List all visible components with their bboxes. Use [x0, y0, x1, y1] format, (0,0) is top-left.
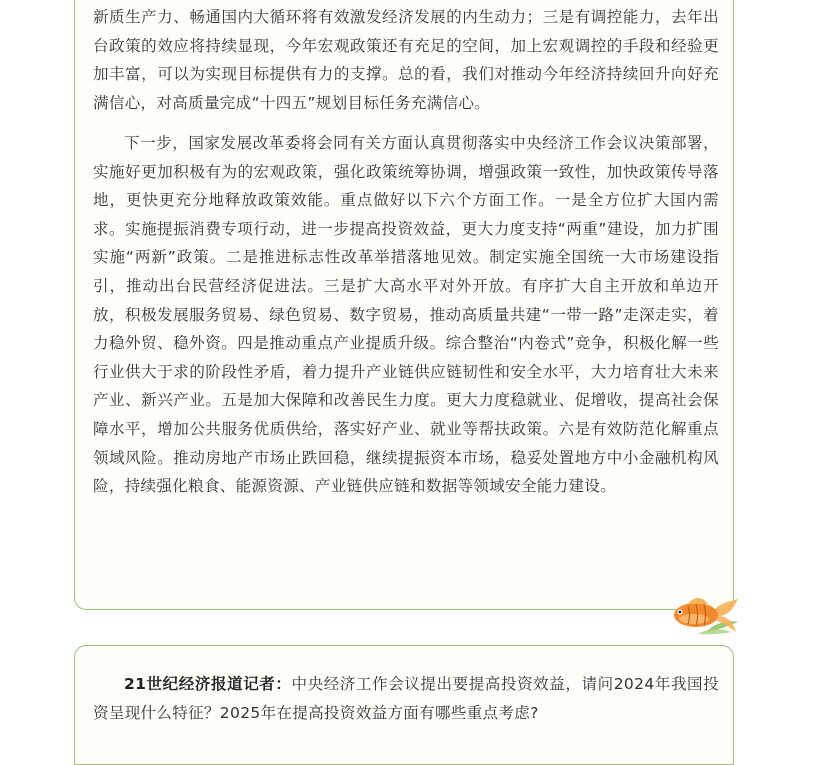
question-card [74, 645, 734, 765]
goldfish-icon [668, 592, 740, 638]
answer-card [74, 0, 734, 610]
question-text: 中央经济工作会议提出要提高投资效益，请问2024年我国投资呈现什么特征？2025年在提高投资效益方面有哪些重点考虑? [93, 675, 720, 722]
answer-paragraph-2: 下一步，国家发展改革委将会同有关方面认真贯彻落实中央经济工作会议决策部署，实施好更加积极有为的宏观政策，强化政策统筹协调，增强政策一致性，加快政策传导落地，更快更充分地释放政策效能。重点做好以下六个方面工作。一是全方位扩大国内需求。实施提振消费专项行动，进一步提高投资效益，更大力度支持“两重”建设，加力扩围实施“两新”政策。二是推进标志性改革举措落地见效。制定实施全国统一大市场建设指引，推动出台民营经济促进法。三是扩大高水平对外开放。有序扩大自主开放和单边开放，积极发展服务贸易、绿色贸易、数字贸易，推动高质量共建“一带一路”走深走实，着力稳外贸、稳外资。四是推动重点产业提质升级。综合整治“内卷式”竞争，积极化解一些行业供大于求的阶段性矛盾，着力提升产业链供应链韧性和安全水平，大力培育壮大未来产业、新兴产业。五是加大保障和改善民生力度。更大力度稳就业、促增收，提高社会保障水平，增加公共服务优质供给，落实好产业、就业等帮扶政策。六是有效防范化解重点领域风险。推动房地产市场止跌回稳，继续提振资本市场，稳妥处置地方中小金融机构风险，持续强化粮食、能源资源、产业链供应链和数据等领域安全能力建设。 [93, 134, 719, 496]
answer-paragraph-1: 新质生产力、畅通国内大循环将有效激发经济发展的内生动力；三是有调控能力，去年出台政策的效应将持续显现，今年宏观政策还有充足的空间，加上宏观调控的手段和经验更加丰富，可以为实现目标提供有力的支撑。总的看，我们对推动今年经济持续回升向好充满信心，对高质量完成“十四五”规划目标任务充满信心。 [93, 8, 719, 112]
question-paragraph [75, 670, 733, 727]
speaker-label: 21世纪经济报道记者： [124, 675, 292, 693]
